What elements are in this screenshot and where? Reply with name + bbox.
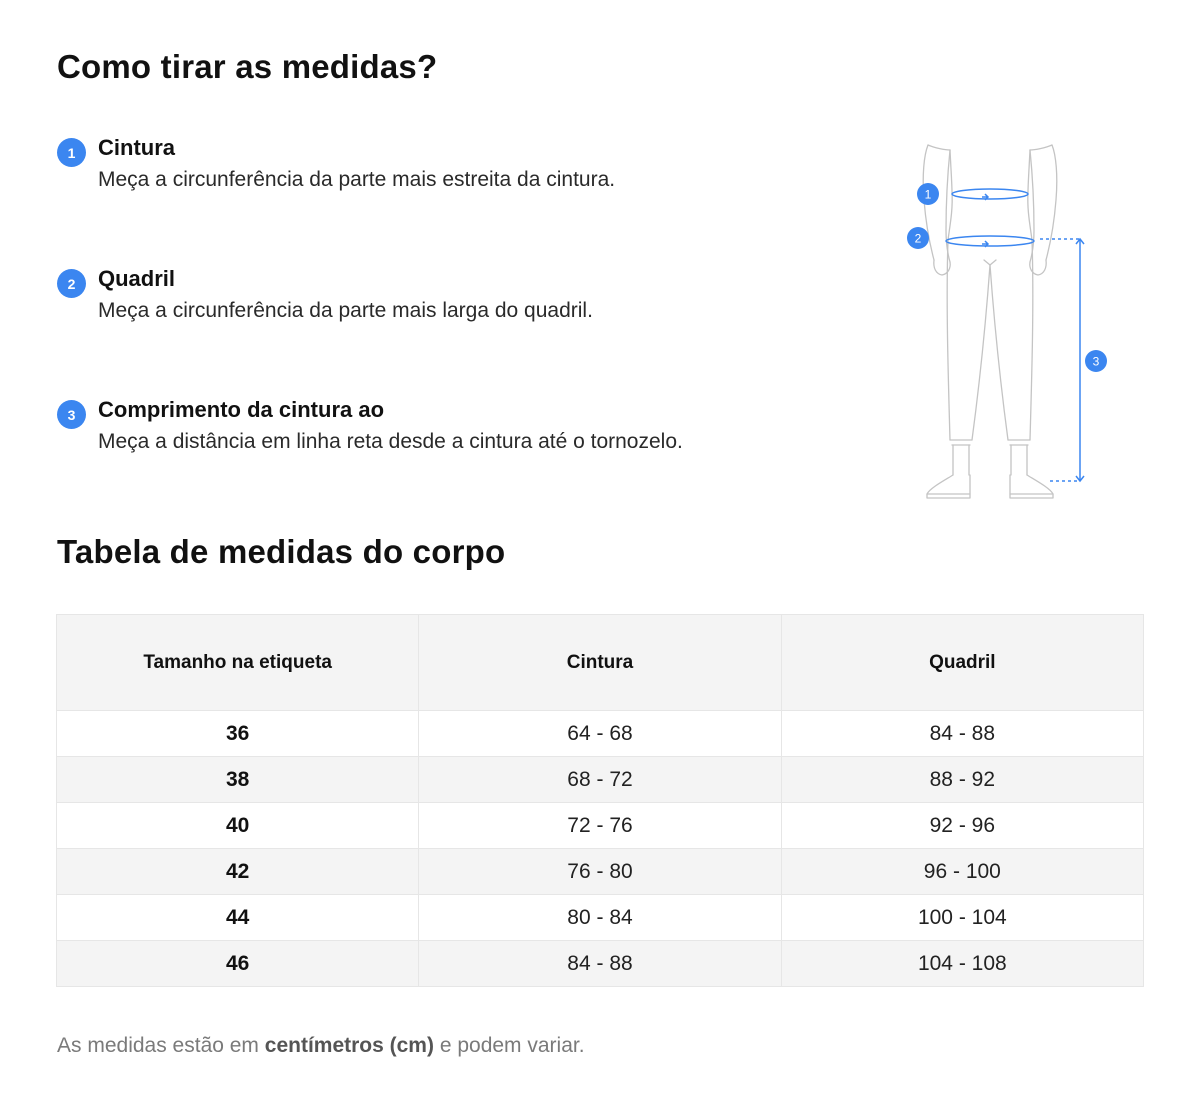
units-note-unit: centímetros (cm) bbox=[264, 1034, 434, 1057]
size-cell: 36 bbox=[57, 711, 419, 757]
hip-cell: 96 - 100 bbox=[781, 849, 1143, 895]
marker-3 bbox=[1085, 350, 1107, 372]
waist-cell: 80 - 84 bbox=[419, 895, 781, 941]
table-row bbox=[57, 711, 1144, 757]
table-row bbox=[57, 757, 1144, 803]
step-title: Cintura bbox=[98, 135, 175, 160]
table-header-row bbox=[57, 615, 1144, 711]
svg-text:1: 1 bbox=[924, 187, 932, 202]
how-to-title: Como tirar as medidas? bbox=[57, 48, 438, 85]
units-note-text: As medidas estão em bbox=[57, 1034, 265, 1057]
step-number-badge: 3 bbox=[57, 400, 86, 429]
step-description: Meça a distância em linha reta desde a cintura até o tornozelo. bbox=[98, 430, 683, 453]
header-hip: Quadril bbox=[781, 615, 1143, 711]
hip-cell: 84 - 88 bbox=[781, 711, 1143, 757]
size-cell: 38 bbox=[57, 757, 419, 803]
units-note-text-end: e podem variar. bbox=[433, 1034, 585, 1057]
waist-cell: 76 - 80 bbox=[419, 849, 781, 895]
hip-cell: 104 - 108 bbox=[781, 941, 1143, 987]
body-measurement-illustration bbox=[900, 140, 1120, 505]
waist-cell: 64 - 68 bbox=[419, 711, 781, 757]
size-cell: 44 bbox=[57, 895, 419, 941]
step-title: Comprimento da cintura ao bbox=[98, 397, 385, 422]
header-label-size: Tamanho na etiqueta bbox=[57, 615, 419, 711]
table-row bbox=[57, 895, 1144, 941]
step-number-badge: 2 bbox=[57, 269, 86, 298]
size-cell: 42 bbox=[57, 849, 419, 895]
svg-text:3: 3 bbox=[1092, 354, 1100, 369]
step-description: Meça a circunferência da parte mais estreita da cintura. bbox=[98, 168, 616, 191]
size-cell: 40 bbox=[57, 803, 419, 849]
header-waist: Cintura bbox=[419, 615, 781, 711]
marker-1 bbox=[917, 183, 939, 205]
svg-text:2: 2 bbox=[914, 231, 922, 246]
size-cell: 46 bbox=[57, 941, 419, 987]
hip-cell: 92 - 96 bbox=[781, 803, 1143, 849]
size-table bbox=[56, 614, 1144, 987]
table-row bbox=[57, 941, 1144, 987]
table-row bbox=[57, 849, 1144, 895]
marker-2 bbox=[907, 227, 929, 249]
body-outline bbox=[923, 145, 1057, 498]
waist-cell: 84 - 88 bbox=[419, 941, 781, 987]
step-number-badge: 1 bbox=[57, 138, 86, 167]
hip-cell: 88 - 92 bbox=[781, 757, 1143, 803]
units-note bbox=[57, 1034, 585, 1058]
waist-cell: 72 - 76 bbox=[419, 803, 781, 849]
step-description: Meça a circunferência da parte mais larga do quadril. bbox=[98, 299, 593, 322]
step-title: Quadril bbox=[98, 266, 176, 291]
hip-measure-line bbox=[946, 236, 1034, 247]
size-table-title: Tabela de medidas do corpo bbox=[57, 533, 506, 570]
hip-cell: 100 - 104 bbox=[781, 895, 1143, 941]
table-row bbox=[57, 803, 1144, 849]
waist-measure-line bbox=[952, 189, 1028, 200]
length-measure-line bbox=[1040, 239, 1084, 481]
waist-cell: 68 - 72 bbox=[419, 757, 781, 803]
